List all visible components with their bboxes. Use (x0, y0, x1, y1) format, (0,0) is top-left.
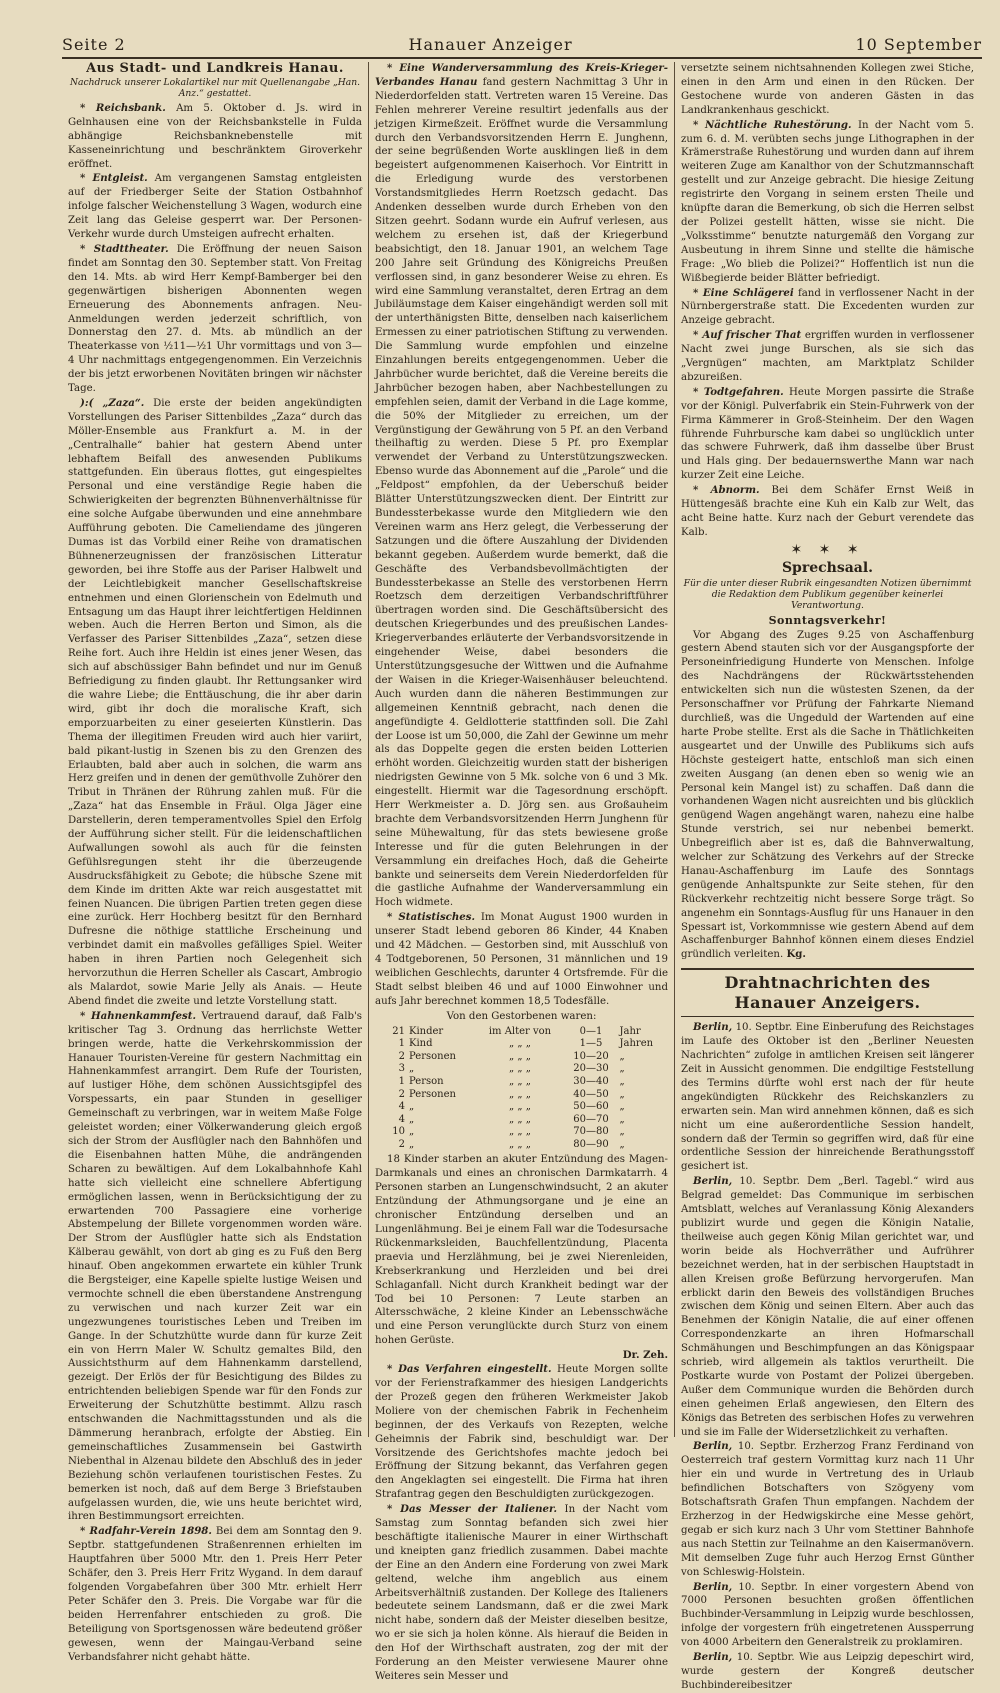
table-cell: 40—50 (573, 1088, 609, 1100)
article: ):( „Zaza“. Die erste der beiden angekündigten Vorstellungen des Pariser Sittenbildes „Zaza“ durch das Möller-Ensemble aus Frankfurt a. M. in der „Centralhalle“ bahier hat gestern Abend unter lebhaftem Beifall des anwesenden Publikums stattgefunden. Ein überaus flottes, gut eingespieltes Personal und eine verständige Regie haben die Schwierigkeiten der begrenzten Bühnenverhältnisse für eine solche Aufgabe überwunden und eine annehmbare Aufführung geboten. Die Cameliendame des jüngeren Dumas ist das Vorbild einer Reihe von dramatischen Bühnenerzeugnissen der französischen Litteratur geworden, bei ihre Stoffe aus der Pariser Halbwelt und der Leichtlebigkeit mancher Gesellschaftskreise entnehmen und einen Glorienschein von Edelmuth und Entsagung um das Haupt ihrer leichtfertigen Heldinnen weben. Auch die Herren Berton und Simon, als die Verfasser des Pariser Sittenbildes „Zaza“, setzen diese Reihe fort. Auch ihre Heldin ist eines jener Wesen, das sich auf abschüssiger Bahn befindet und nur im Genuß Befriedigung zu finden glaubt. Ihr Rettungsanker wird die wahre Liebe; die Enttäuschung, die ihr aber darin wird, gibt ihr doch die moralische Kraft, sich emporzuarbeiten zu einer geseierten Künstlerin. Das Thema der illegitimen Freuden wird auch hier variirt, bald pikant-lustig in Szenen bis zu den Grenzen des Erlaubten, bald aber auch in solchen, die warm ans Herz greifen und in denen der gemüthvolle Zuhörer den Tribut in Thränen der Rührung zahlen muß. Für die „Zaza“ hat das Ensemble in Fräul. Olga Jäger eine Darstellerin, deren temperamentvolles Spiel den Erfolg der Aufführung sicher stellt. Für die leidenschaftlichen Aufwallungen sowohl als auch für die feinsten Gefühlsregungen steht ihr die überzeugende Ausdrucksfähigkeit zu Gebote; die hübsche Szene mit dem Kinde im dritten Akte war reich ausgestattet mit feinen Nuancen. Die übrigen Partien treten gegen diese eine zurück. Herr Hochberg besitzt für den Bernhard Dufresne die nöthige stattliche Erscheinung und verbindet damit ein maßvolles gefälliges Spiel. Weiter haben in ihren Partien noch Gelegenheit sich hervorzuthun die Herren Scheller als Cascart, Ambrogio als Malardot, sowie Marie Jelly als Anais. — Heute Abend findet die zweite und letzte Vorstellung statt. (68, 396, 363, 1007)
table-row (375, 1089, 668, 1102)
table-row (375, 1038, 668, 1051)
ornament-divider: ✶ ✶ ✶ (790, 541, 865, 558)
table-cell: „ (619, 1113, 625, 1125)
table-row (375, 1051, 668, 1064)
signature: Dr. Zeh. (622, 1349, 668, 1362)
sprechsaal-title: Sprechsaal. (781, 559, 874, 576)
news-item: Berlin, 10. Septbr. Wie aus Leipzig depeschirt wird, wurde gestern der Kongreß deutscher Buchbindereibesitzer (681, 1651, 974, 1691)
reprint-note: Nachdruck unserer Lokalartikel nur mit Quellenangabe „Han. Anz.“ gestattet. (69, 76, 361, 99)
table-cell: 20—30 (573, 1063, 609, 1075)
table-cell: Personen (409, 1050, 456, 1062)
article: 18 Kinder starben an akuter Entzündung des Magen-Darmkanals und eines an chronischen Darmkatarrh. 4 Personen starben an Lungenschwindsucht, 2 an akuter Entzündung der Athmungsorgane und je eine an chronischer Entzündung derselben und an Lungenlähmung. Bei je einem Fall war die Todesursache Rückenmarksleiden, Bauchfellentzündung, Placenta praevia und Herzlähmung, bei je zwei Nierenleiden, Krebserkrankung und Herzleiden und bei drei Schlaganfall. Nicht durch Krankheit bedingt war der Tod bei 10 Personen: 7 Leute starben an Altersschwäche, 2 kleine Kinder an Lebensschwäche und eine Person verunglückte durch Sturz von einem hohen Gerüste. (375, 1154, 668, 1347)
page-number: Seite 2 (62, 34, 126, 54)
table-cell: Person (409, 1075, 444, 1087)
table-cell: 1—5 (579, 1038, 603, 1050)
table-cell: 50—60 (573, 1101, 609, 1113)
table-cell: Personen (409, 1088, 456, 1100)
article: Vor Abgang des Zuges 9.25 von Aschaffenburg gestern Abend stauten sich vor der Ausgangspforte der Personeinfriedigung Hunderte von Menschen. Infolge des Nachdrängens der Rückwärtsstehenden entwickelten sich nun die wüstesten Szenen, da der Personschaffner vor Prüfung der Fahrkarte Niemand durchließ, was die Ungeduld der Wartenden auf eine harte Probe stellte. Erst als die Sache in Thätlichkeiten ausgeartet und der Unwille des Publikums sich aufs Höchste gesteigert hatte, entschloß man sich einen zweiten Ausgang (an denen eben so wenig wie an Personal kein Mangel ist) zu schaffen. Daß dann die vorhandenen Wagen nicht ausreichten und bis glücklich genügend Wagen angehängt waren, nahezu eine halbe Stunde verstrich, sei nur nebenbei bemerkt. Unbegreiflich aber ist es, daß die Bahnverwaltung, welcher zur Schätzung des Verkehrs auf der Strecke Hanau-Aschaffenburg im Laufe des Sonntags genügende Anhaltspunkte zur Seite stehen, für den Rückverkehr rechtzeitig nicht bessere Sorge trägt. So angenehm ein Sonntags-Ausflug für uns Hanauer in den Spessart ist, Vorkommnisse wie gestern Abend auf dem Aschaffenburger Bahnhof können einem dieses Endziel gründlich verleiten. Kg. (681, 629, 974, 961)
table-cell: 60—70 (573, 1113, 609, 1125)
table-cell: 4 (398, 1113, 405, 1125)
article: * Statistisches. Im Monat August 1900 wurden in unserer Stadt lebend geboren 86 Kinder, 44 Knaben und 42 Mädchen. — Gestorben sind, mit Ausschluß von 4 Todtgeborenen, 50 Personen, 31 männlichen und 19 weiblichen Geschlechts, darunter 4 Ortsfremde. Für die Stadt selbst bleiben 46 und auf 1000 Einwohner und aufs Jahr berechnet kommen 18,5 Todesfälle. (375, 911, 668, 1007)
news-item: Berlin, 10. Septbr. In einer vorgestern Abend von 7000 Personen besuchten großen öffentlichen Buchbinder-Versammlung in Leipzig wurde beschlossen, infolge der vorgestern früh eingetretenen Aussperrung von 4000 Arbeitern den Generalstreik zu proklamiren. (681, 1580, 974, 1649)
article: * Eine Wanderversammlung des Kreis-Krieger-Verbandes Hanau fand gestern Nachmittag 3 Uhr in Niederdorfelden statt. Vertreten waren 15 Vereine. Das Fehlen mehrerer Vereine resultirt jedenfalls aus der jetzigen Kirmeßzeit. Eröffnet wurde die Versammlung durch den Verbandsvorsitzenden Herrn E. Junghenn, der seine begrüßenden Worte ausklingen ließ in dem begeistert aufgenommenen Kaiserhoch. Vor Eintritt in die Erledigung wurde des verstorbenen Vorstandsmitgliedes Herrn Roetzsch gedacht. Das Andenken desselben wurde durch Erheben von den Sitzen geehrt. Sodann wurde ein Aufruf verlesen, aus welchem zu ersehen ist, daß der Kriegerbund beabsichtigt, den 18. Januar 1901, an welchem Tage 200 Jahre seit Gründung des Königreichs Preußen verflossen sind, in ganz besonderer Weise zu ehren. Es wird eine Sammlung veranstaltet, deren Ertrag an dem Jubiläumstage dem Kaiser eingehändigt werden soll mit der unterthänigsten Bitte, denselben nach kaiserlichem Ermessen zu einer patriotischen Stiftung zu verwenden. Die Sammlung wurde empfohlen und einzelne Einzahlungen bereits entgegengenommen. Ueber die Jahrbücher wurde berichtet, daß die Vereine bereits die Jahrbücher bezogen haben, aber Nachbestellungen zu empfehlen seien, damit der Verband in die Lage komme, die 50% der Mitglieder zu erreichen, um der Vergünstigung der Gewährung von 5 Pf. an den Verband theilhaftig zu werden. Diese 5 Pf. pro Exemplar verwendet der Verband zu Unterstützungszwecken. Ebenso wurde das Abonnement auf die „Parole“ und die „Feldpost“ empfohlen, da der Ueberschuß beider Blätter Unterstützungszwecken dient. Der Eintritt zur Bundessterbekasse wurde den Mitgliedern wie den Vereinen warm ans Herz gelegt, die Verbesserung der Satzungen und die öftere Auszahlung der Dividenden bekannt gegeben. Außerdem wurde bemerkt, daß die Geschäfte des Verbandsbevollmächtigten der Bundessterbekasse an Stelle des verstorbenen Herrn Roetzsch dem derzeitigen Verbandschriftführer übertragen worden sind. Die Geschäftsübersicht des deutschen Kriegerbundes und des preußischen Landes-Kriegerverbandes erläuterte der Verbandsvorsitzende in eingehender Weise, dabei besonders die Unterstützungsgesuche der Wittwen und die Aufnahme der Waisen in die Krieger-Waisenhäuser beleuchtend. Auch wurden dann die näheren Bestimmungen zur allgemeinen Kenntniß gebracht, nach denen die angefündigte 4. Geldlotterie stattfinden soll. Die Zahl der Loose ist um 50,000, die Zahl der Gewinne um mehr als das Doppelte gegen die ersten beiden Lotterien erhöht worden. Gleichzeitig wurden statt der bisherigen niedrigsten Gewinne von 5 Mk. solche von 6 und 3 Mk. eingestellt. Hiermit war die Tagesordnung erschöpft. Herr Werkmeister a. D. Jörg sen. aus Großauheim brachte dem Verbandsvorsitzenden Herrn Junghenn für seine Mühewaltung, für das stets bewiesene große Interesse und für die guten Belehrungen in der Versammlung ein dreifaches Hoch, daß die Geheirte bankte und seinerseits dem Verein Niederdorfelden für die gastliche Aufnahme der Wanderversammlung ein Hoch widmete. (375, 62, 668, 909)
article: * Entgleist. Am vergangenen Samstag entgleisten auf der Friedberger Seite der Station Ostbahnhof infolge falscher Weichenstellung 3 Wagen, wodurch eine Zeit lang das Geleise gesperrt war. Der Personen-Verkehr wurde durch Umsteigen aufrecht erhalten. (68, 172, 362, 241)
article: * Reichsbank. Am 5. Oktober d. Js. wird in Gelnhausen eine von der Reichsbankstelle in Fulda abhängige Reichsbanknebenstelle mit Kasseneinrichtung und beschränktem Giroverkehr eröffnet. (68, 101, 362, 170)
table-cell: 4 (398, 1101, 405, 1113)
table-row (375, 1114, 668, 1127)
article: * Eine Schlägerei fand in verflossener Nacht in der Nürnbergerstraße statt. Die Excedenten wurden zur Anzeige gebracht. (681, 286, 974, 327)
article: * Abnorm. Bei dem Schäfer Ernst Weiß in Hüttengesäß brachte eine Kuh ein Kalb zur Welt, das acht Beine hatte. Kurz nach der Geburt verendete das Kalb. (681, 484, 974, 538)
mortality-table (375, 1026, 668, 1152)
table-cell: „ (619, 1126, 625, 1138)
table-cell: „ (409, 1138, 415, 1150)
table-cell: „ (619, 1063, 625, 1075)
table-cell: 21 (392, 1025, 405, 1037)
table-row (375, 1101, 668, 1114)
table-cell: „ (619, 1075, 625, 1087)
article: * Auf frischer That ergriffen wurden in verflossener Nacht zwei junge Burschen, als sie sich das „Vergnügen“ machten, am Marktplatz Schilder abzureißen. (681, 329, 974, 383)
article: * Todtgefahren. Heute Morgen passirte die Straße vor der Königl. Pulverfabrik ein Stein-Fuhrwerk von der Firma Kämmerer in Groß-Steinheim. Der den Wagen führende Fuhrbursche kam dabei so unglücklich unter das schwere Fuhrwerk, daß ihm dasselbe über Brust und Hals ging. Der bedauernswerthe Mann war nach kurzer Zeit eine Leiche. (681, 385, 974, 482)
news-item: Berlin, 10. Septbr. Dem „Berl. Tagebl.“ wird aus Belgrad gemeldet: Das Communique im serbischen Amtsblatt, welches auf Veranlassung König Alexanders publizirt wurde und gegen die Königin Natalie, theilweise auch gegen König Milan gerichtet war, und worin beide als Hochverräther und Aufrührer bezeichnet werden, hat in der serbischen Hauptstadt in allen Kreisen große Befürzung hervorgerufen. Man erblickt darin den Beweis des vollständigen Bruches zwischen dem König und seinen Eltern. Aber auch das Benehmen der Königin Natalie, die auf einer offenen Correspondenzkarte an ihren Hofmarschall Schmähungen und Beschimpfungen an das Königspaar schrieb, wird allgemein als taktlos verurtheilt. Die Postkarte wurde von Postamt der Polizei übergeben. Außer dem Communique wurden die Behörden durch einen geheimen Erlaß angewiesen, den Eltern des Königs das Betreten des serbischen Hofes zu verwehren und sie im Falle der Widersetzlichkeit zu verhaften. (681, 1175, 974, 1438)
table-cell: 30—40 (573, 1075, 609, 1087)
column-2 (368, 62, 674, 1682)
column-3 (674, 62, 980, 1691)
sprechsaal-note: Für die unter dieser Rubrik eingesandten Notizen übernimmt die Redaktion dem Publikum gegenüber keinerlei Verantwortung. (683, 577, 972, 611)
table-cell: „ „ „ (509, 1126, 531, 1138)
table-cell: 2 (398, 1088, 405, 1100)
table-cell: „ „ „ (509, 1113, 531, 1125)
article: versetzte seinem nichtsahnenden Kollegen zwei Stiche, einen in den Arm und einen in den Rücken. Der Gestochene wurde von anderen Gästen in das Landkrankenhaus geschickt. (681, 63, 974, 116)
table-cell: „ „ „ (509, 1038, 531, 1050)
news-title: Drahtnachrichten des Hanauer Anzeigers. (681, 968, 974, 1017)
table-cell: 70—80 (573, 1126, 609, 1138)
table-cell: 3 (398, 1063, 405, 1075)
sprechsaal-subtitle: Sonntagsverkehr! (768, 613, 887, 627)
table-cell: 80—90 (573, 1138, 609, 1150)
table-cell: „ (619, 1138, 625, 1150)
issue-date: 10 September (855, 34, 982, 54)
article: * Das Messer der Italiener. In der Nacht vom Samstag zum Sonntag befanden sich zwei hier beschäftigte italienische Maurer in einer Wirthschaft und kneipten ganz friedlich zusammen. Dabei machte der Eine an den Andern eine Forderung von zwei Mark geltend, welche ihm angeblich aus einem Arbeitsverhältniß zustanden. Der Kollege des Italieners bedeutete seinem Landsmann, daß er die zwei Mark nicht habe, sondern daß der Meister dieselben besitze, wo er sie sich ja holen könne. Als hierauf die Beiden in den Hof der Wirthschaft austraten, zog der mit der Forderung an den Meister verwiesene Maurer ohne Weiteres sein Messer und (375, 1503, 668, 1682)
table-cell: im Alter von (488, 1025, 552, 1037)
table-cell: „ „ „ (509, 1138, 531, 1150)
table-cell: 2 (398, 1138, 405, 1150)
table-cell: 10 (392, 1126, 405, 1138)
table-cell: Kind (409, 1038, 433, 1050)
table-row (375, 1139, 668, 1152)
table-cell: „ (619, 1088, 625, 1100)
table-row (375, 1026, 668, 1039)
news-item: Berlin, 10. Septbr. Erzherzog Franz Ferdinand von Oesterreich traf gestern Vormittag kurz nach 11 Uhr hier ein und wurde in Vertretung des in Urlaub befindlichen Botschafters von Szögyeny vom Botschaftsrath Grafen Thun empfangen. Nachdem der Erzherzog in der Hedwigskirche eine Messe gehört, gegab er sich kurz nach 3 Uhr vom Stettiner Bahnhofe aus nach Stettin zur Teilnahme an den Kaisermanövern. Mit demselben Zuge fuhr auch Herzog Ernst Günther von Schleswig-Holstein. (681, 1440, 974, 1578)
table-cell: Jahren (619, 1038, 654, 1050)
table-cell: 2 (398, 1050, 405, 1062)
table-cell: Jahr (619, 1025, 641, 1037)
table-cell: 0—1 (579, 1025, 603, 1037)
table-cell: „ (409, 1063, 415, 1075)
table-cell: „ (619, 1101, 625, 1113)
table-cell: „ (409, 1101, 415, 1113)
section-title: Aus Stadt- und Landkreis Hanau. (86, 61, 344, 76)
table-cell: „ „ „ (509, 1050, 531, 1062)
table-cell: „ „ „ (509, 1063, 531, 1075)
table-heading: Von den Gestorbenen waren: (446, 1010, 597, 1022)
columns (62, 61, 982, 1691)
table-cell: Kinder (409, 1025, 444, 1037)
article: * Radfahr-Verein 1898. Bei dem am Sonntag den 9. Septbr. stattgefundenen Straßenrennen erhielten im Hauptfahren über 5000 Mtr. den 1. Preis Herr Peter Schäfer, den 3. Preis Herr Fritz Wygand. In dem darauf folgenden Vorgabefahren über 300 Mtr. erhielt Herr Peter Schäfer den 3. Preis. Die Vorgabe war für die beiden Herrenfahrer entschieden zu groß. Die Beteiligung von Sportsgenossen wäre bedeutend größer gewesen, wenn der Maingau-Verband seine Verbandsfahrer nicht gehabt hätte. (68, 1525, 362, 1663)
table-cell: „ „ „ (509, 1088, 531, 1100)
table-cell: „ (409, 1126, 415, 1138)
table-cell: „ (619, 1050, 625, 1062)
article: * Hahnenkammfest. Vertrauend darauf, daß Falb's kritischer Tag 3. Ordnung das herrlichste Wetter bringen werde, hatte die Verkehrskommission der Hanauer Touristen-Vereine für gestern Nachmittag ein Hahnenkammfest arrangirt. Dem Rufe der Touristen, auf lustiger Höhe, dem schönen Aussichtsgipfel des Vorspessarts, ein paar Stunden in geselliger Gemeinschaft zu verbringen, war in weitem Maße Folge geleistet worden; einer Völkerwanderung gleich ergoß sich der Strom der Ausflügler nach den Bahnhöfen und die Eisenbahnen hatten Mühe, die andrängenden Scharen zu bewältigen. Auf dem Lokalbahnhofe Kahl hatte sich vielleicht eine schnellere Abfertigung ermöglichen lassen, wenn in Berücksichtigung der zu erwartenden 700 Passagiere eine vorherige Abstempelung der Billete vorgenommen worden wäre. Der Strom der Ausflügler hatte sich als Endstation Kälberau gewählt, von dort ab ging es zu Fuß den Berg hinauf. Oben angekommen erwartete ein kühler Trunk die Bergsteiger, eine Kapelle spielte lustige Weisen und vermochte schnell die eben überstandene Anstrengung zu verwischen und nach kurzer Zeit war ein ungezwungenes touristisches Leben und Treiben im Gange. In der Schutzhütte wurde dann für kurze Zeit ein von Herrn Maler W. Schultz gemaltes Bild, den Aussichtsthurm auf dem Hahnenkamm darstellend, gezeigt. Der Erlös der für Besichtigung des Bildes zu entrichtenden beliebigen Spende war für den Fonds zur Erweiterung der Schutzhütte bestimmt. Allzu rasch entschwanden die Nachmittagsstunden und als die Dämmerung heranbrach, erfolgte der Abstieg. Ein gemeinschaftliches Zusammensein bei Gastwirth Niebenthal in Alzenau bildete den Abschluß des in jeder Beziehung schön verlaufenen touristischen Festes. Zu bemerken ist noch, daß auf dem Berge 3 Briefstauben aufgelassen wurden, die, wie uns heute berichtet wird, ihren Bestimmungsort erreichten. (68, 1009, 363, 1523)
table-cell: 1 (398, 1038, 405, 1050)
table-row (375, 1076, 668, 1089)
newspaper-name: Hanauer Anzeiger (408, 34, 573, 54)
news-item: Berlin, 10. Septbr. Eine Einberufung des Reichstages im Laufe des Oktober ist den „Berliner Neuesten Nachrichten“ zufolge in amtlichen Kreisen seit längerer Zeit in Aussicht genommen. Die endgiltige Feststellung des Termins dürfte wohl erst nach der für heute angekündigten Rückkehr des Reichskanzlers zu erwarten sein. Man wird annehmen können, daß es sich nicht um eine außerordentliche Session handelt, sondern daß der Termin so gegriffen wird, daß für eine ordentliche Session der hinreichende Berathungsstoff gesichert ist. (681, 1021, 974, 1173)
table-row (375, 1126, 668, 1139)
article: * Nächtliche Ruhestörung. In der Nacht vom 5. zum 6. d. M. verübten sechs junge Lithographen in der Krämerstraße Ruhestörung und wurden dann auf ihrem weiteren Zuge am Kanalthor von der Schutzmannschaft gestellt und zur Anzeige gebracht. Die hiesige Zeitung registrirte den Vorgang in seinem ersten Theile und knüpfte daran die Bemerkung, ob sich die Herren selbst der Polizei gestellt hätten, wisse sie nicht. Die „Volksstimme“ benutzte naturgemäß den Vorgang zur Ausbeutung in ihrem Sinne und stellte die hämische Frage: „Wo blieb die Polizei?“ Hoffentlich ist nun die Wißbegierde beider Blätter befriedigt. (681, 118, 974, 284)
article: * Das Verfahren eingestellt. Heute Morgen sollte vor der Ferienstrafkammer des hiesigen Landgerichts der Prozeß gegen den früheren Werkmeister Jakob Moliere von der chemischen Fabrik in Fechenheim beginnen, der des Verkaufs von Rezepten, welche Geheimnis der Fabrik sind, beschuldigt war. Der Vorsitzende des Gerichtshofes machte jedoch bei Eröffnung der Sitzung bekannt, das Verfahren gegen den Angeklagten sei eingestellt. Die Firma hat ihren Strafantrag gegen den Beschuldigten zurückgezogen. (375, 1363, 668, 1501)
table-cell: 1 (398, 1075, 405, 1087)
table-cell: „ (409, 1113, 415, 1125)
table-cell: „ „ „ (509, 1101, 531, 1113)
page-header (62, 33, 982, 55)
table-cell: „ „ „ (509, 1075, 531, 1087)
header-rule (62, 57, 982, 59)
article: * Stadttheater. Die Eröffnung der neuen Saison findet am Sonntag den 30. September statt. Von Freitag den 14. Mts. ab wird Herr Kempf-Bamberger bei den gegenwärtigen bisherigen Abonnenten wegen Erneuerung des Abonnements anfragen. Neu-Anmeldungen werden jederzeit schriftlich, von Donnerstag den 27. d. Mts. ab mündlich an der Theaterkasse von ½11—½1 Uhr vormittags und von 3—4 Uhr nachmittags entgegengenommen. Ein Verzeichnis der bis jetzt erworbenen Novitäten bringen wir nächster Tage. (68, 242, 363, 395)
table-row (375, 1063, 668, 1076)
column-1 (62, 61, 368, 1663)
table-cell: 10—20 (573, 1050, 609, 1062)
